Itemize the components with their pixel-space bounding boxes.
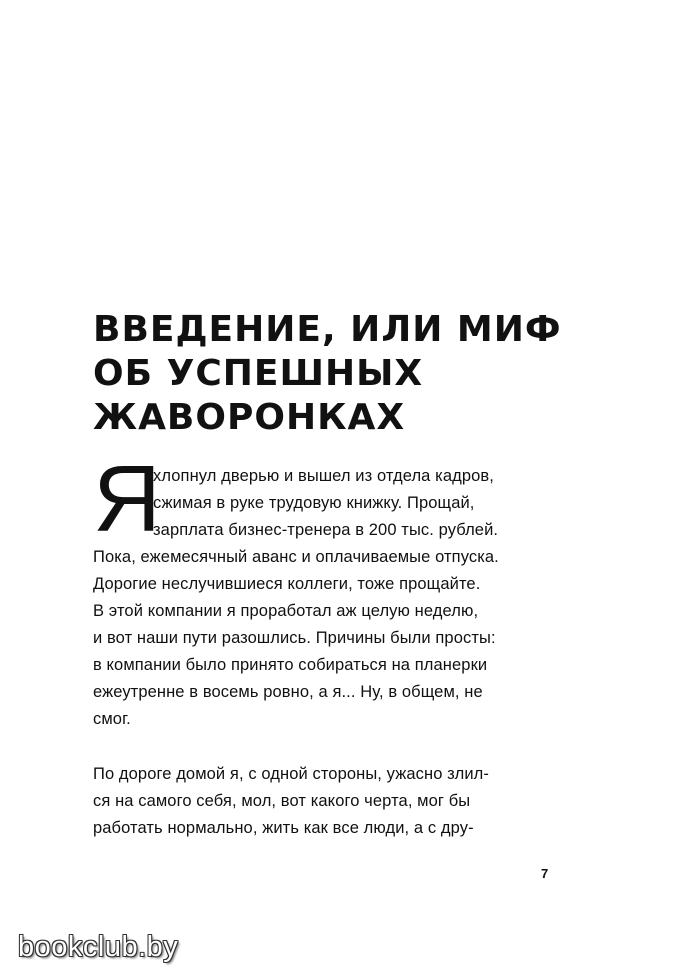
chapter-title-line: ВВЕДЕНИЕ, ИЛИ МИФ: [93, 309, 562, 350]
text-line: В этой компании я проработал аж целую неделю,: [93, 602, 479, 620]
text-line: Пока, ежемесячный аванс и оплачиваемые отпуска.: [93, 548, 499, 566]
text-line: По дороге домой я, с одной стороны, ужасно злил-: [93, 765, 489, 783]
text-line: ся на самого себя, мол, вот какого черта, мог бы: [93, 792, 471, 810]
chapter-title: [93, 308, 633, 440]
text-line: работать нормально, жить как все люди, а с дру-: [93, 819, 474, 837]
text-line: в компании было принято собираться на планерки: [93, 656, 488, 674]
watermark: bookclub.by: [18, 931, 179, 963]
text-line: Дорогие неслучившиеся коллеги, тоже прощайте.: [93, 575, 481, 593]
text-line: ежеутренне в восемь ровно, а я... Ну, в общем, не: [93, 683, 483, 701]
text-line: зарплата бизнес-тренера в 200 тыс. рублей.: [153, 521, 499, 539]
chapter-title-line: ОБ УСПЕШНЫХ: [93, 353, 424, 394]
page-number: 7: [541, 866, 549, 881]
text-line: хлопнул дверью и вышел из отдела кадров,: [153, 467, 494, 485]
text-line: смог.: [93, 710, 131, 728]
text-line: сжимая в руке трудовую книжку. Прощай,: [153, 494, 475, 512]
text-line: и вот наши пути разошлись. Причины были просты:: [93, 629, 496, 647]
drop-cap: Я: [93, 446, 161, 551]
chapter-title-line: ЖАВОРОНКАХ: [93, 397, 406, 438]
